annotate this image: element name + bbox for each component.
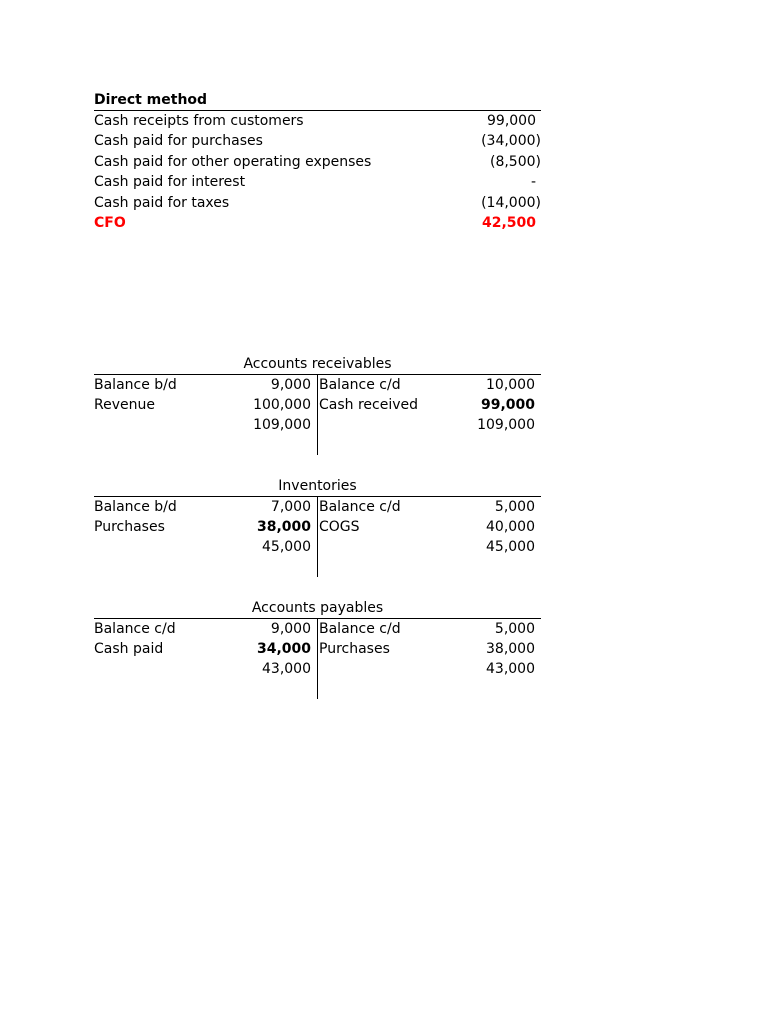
debit-amount: 7,000 bbox=[270, 499, 311, 515]
cfo-total-row bbox=[94, 213, 541, 233]
direct-method-title: Direct method bbox=[94, 90, 541, 111]
credit-label: COGS bbox=[319, 519, 360, 535]
direct-method-row bbox=[94, 193, 541, 213]
row-label: Cash paid for interest bbox=[94, 174, 246, 191]
debit-label: Revenue bbox=[94, 397, 155, 413]
credit-amount: 38,000 bbox=[486, 641, 535, 657]
t-account-body bbox=[94, 375, 541, 455]
row-value: (14,000) bbox=[481, 194, 541, 211]
credit-label: Purchases bbox=[319, 641, 390, 657]
row-value: (34,000) bbox=[481, 133, 541, 150]
cfo-label: CFO bbox=[94, 214, 126, 231]
debit-label: Purchases bbox=[94, 519, 165, 535]
t-account-accounts-receivables bbox=[94, 354, 541, 455]
credit-total: 45,000 bbox=[486, 539, 535, 555]
direct-method-row bbox=[94, 111, 541, 131]
debit-label: Balance b/d bbox=[94, 377, 177, 393]
t-account-title: Inventories bbox=[94, 476, 541, 497]
credit-amount: 10,000 bbox=[486, 377, 535, 393]
debit-amount: 38,000 bbox=[256, 519, 311, 535]
row-value: - bbox=[530, 174, 536, 191]
t-account-body bbox=[94, 619, 541, 699]
debit-amount: 9,000 bbox=[270, 621, 311, 637]
row-value: (8,500) bbox=[489, 153, 541, 170]
direct-method-row bbox=[94, 152, 541, 172]
row-label: Cash paid for purchases bbox=[94, 133, 263, 150]
direct-method-row bbox=[94, 172, 541, 192]
credit-amount: 99,000 bbox=[480, 397, 535, 413]
row-label: Cash paid for taxes bbox=[94, 194, 230, 211]
t-account-divider bbox=[317, 497, 318, 577]
credit-label: Balance c/d bbox=[319, 377, 401, 393]
t-account-divider bbox=[317, 619, 318, 699]
debit-label: Balance c/d bbox=[94, 621, 176, 637]
t-account-accounts-payables bbox=[94, 598, 541, 699]
row-label: Cash receipts from customers bbox=[94, 113, 304, 129]
cfo-value: 42,500 bbox=[481, 214, 536, 231]
t-account-inventories bbox=[94, 476, 541, 577]
credit-label: Balance c/d bbox=[319, 621, 401, 637]
debit-total: 43,000 bbox=[262, 661, 311, 677]
debit-amount: 9,000 bbox=[270, 377, 311, 393]
t-account-body bbox=[94, 497, 541, 577]
t-account-title: Accounts receivables bbox=[94, 354, 541, 375]
debit-amount: 100,000 bbox=[253, 397, 311, 413]
credit-label: Cash received bbox=[319, 397, 419, 413]
credit-label: Balance c/d bbox=[319, 499, 401, 515]
debit-label: Balance b/d bbox=[94, 499, 177, 515]
row-label: Cash paid for other operating expenses bbox=[94, 153, 372, 170]
debit-amount: 34,000 bbox=[256, 641, 311, 657]
row-value: 99,000 bbox=[487, 113, 536, 129]
worksheet bbox=[94, 90, 541, 677]
debit-total: 109,000 bbox=[253, 417, 311, 433]
debit-label: Cash paid bbox=[94, 641, 164, 657]
t-account-divider bbox=[317, 375, 318, 455]
debit-total: 45,000 bbox=[262, 539, 311, 555]
credit-amount: 5,000 bbox=[494, 499, 535, 515]
credit-total: 109,000 bbox=[477, 417, 535, 433]
credit-total: 43,000 bbox=[486, 661, 535, 677]
credit-amount: 5,000 bbox=[494, 621, 535, 637]
t-account-title: Accounts payables bbox=[94, 598, 541, 619]
direct-method-row bbox=[94, 131, 541, 151]
direct-method-section bbox=[94, 90, 541, 233]
credit-amount: 40,000 bbox=[486, 519, 535, 535]
